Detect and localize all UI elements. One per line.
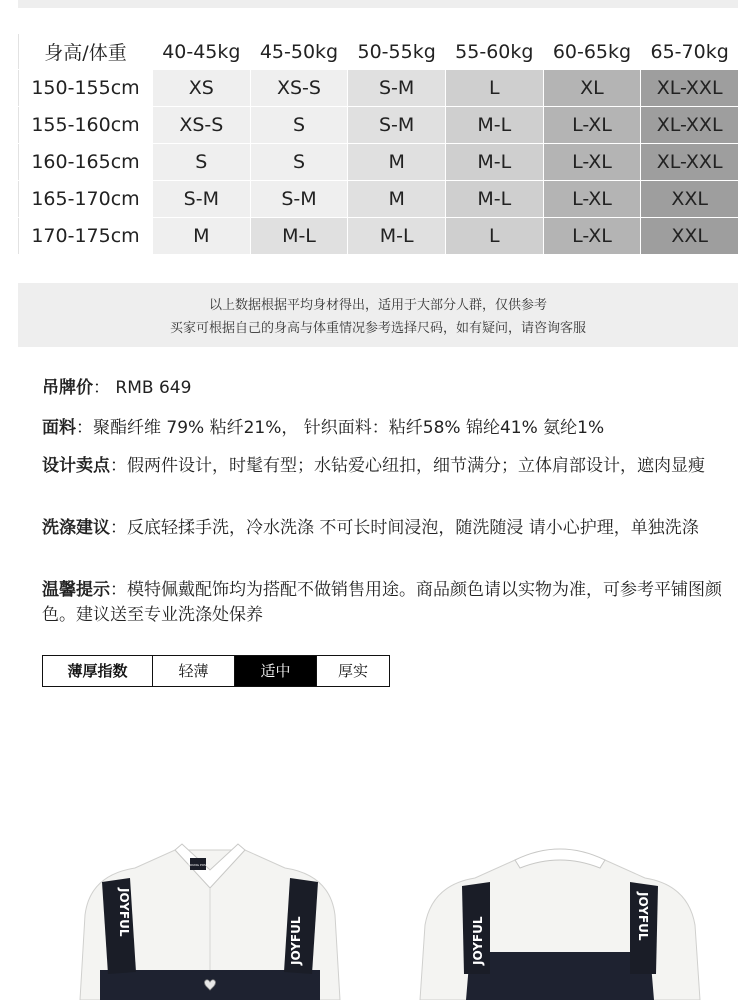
right-strap bbox=[630, 882, 658, 974]
size-note-line: 以上数据根据平均身材得出，适用于大部分人群，仅供参考 bbox=[208, 298, 547, 313]
size-chart-height-cell: 165-170cm bbox=[19, 181, 153, 218]
size-chart-row bbox=[19, 144, 739, 181]
thickness-option-thick: 厚实 bbox=[317, 656, 389, 686]
thickness-title: 薄厚指数 bbox=[43, 656, 153, 686]
size-chart-cell: M-L bbox=[445, 144, 543, 181]
size-note-line: 买家可根据自己的身高与体重情况参考选择尺码，如有疑问，请咨询客服 bbox=[169, 321, 586, 336]
dress-back bbox=[466, 952, 654, 1000]
price-value: ： RMB 649 bbox=[93, 378, 192, 398]
size-chart-cell: M bbox=[348, 144, 446, 181]
fabric-key: 面料 bbox=[42, 418, 76, 438]
size-chart-cell: M-L bbox=[348, 218, 446, 255]
design-row bbox=[42, 454, 705, 479]
size-chart-cell: XS bbox=[153, 70, 251, 107]
size-chart-cell: S-M bbox=[348, 107, 446, 144]
washing-row bbox=[42, 516, 699, 541]
washing-key: 洗涤建议 bbox=[42, 518, 110, 538]
product-photos bbox=[0, 820, 750, 1000]
fabric-value: ：聚酯纤维 79% 粘纤21%， 针织面料：粘纤58% 锦纶41% 氨纶1% bbox=[76, 418, 605, 438]
design-value: ：假两件设计，时髦有型；水钻爱心纽扣，细节满分；立体肩部设计，遮肉显瘦 bbox=[110, 456, 705, 476]
size-chart-cell: M bbox=[348, 181, 446, 218]
size-chart-header-row bbox=[19, 34, 739, 70]
tips-key: 温馨提示 bbox=[42, 580, 110, 600]
size-chart-weight-header: 45-50kg bbox=[250, 34, 348, 70]
size-chart-cell: XL bbox=[543, 70, 641, 107]
right-strap-text: JOYFUL bbox=[636, 892, 650, 941]
left-strap-text: JOYFUL bbox=[117, 888, 131, 937]
size-chart-height-cell: 155-160cm bbox=[19, 107, 153, 144]
left-strap bbox=[462, 882, 490, 974]
left-strap-text: JOYFUL bbox=[471, 916, 485, 965]
size-chart-weight-header: 60-65kg bbox=[543, 34, 641, 70]
size-chart-row bbox=[19, 181, 739, 218]
thickness-scale bbox=[42, 655, 390, 687]
size-chart-cell: XXL bbox=[641, 218, 739, 255]
right-strap bbox=[284, 878, 318, 974]
size-chart-cell: M-L bbox=[445, 107, 543, 144]
size-chart-corner-header: 身高/体重 bbox=[19, 34, 153, 70]
size-chart-row bbox=[19, 107, 739, 144]
left-strap bbox=[102, 878, 136, 974]
size-chart-weight-header: 40-45kg bbox=[153, 34, 251, 70]
size-chart-cell: XS-S bbox=[250, 70, 348, 107]
size-chart-height-cell: 160-165cm bbox=[19, 144, 153, 181]
price-key: 吊牌价 bbox=[42, 378, 93, 398]
size-chart-cell: L-XL bbox=[543, 107, 641, 144]
size-chart-cell: XL-XXL bbox=[641, 70, 739, 107]
top-divider-strip bbox=[18, 0, 738, 8]
size-chart-cell: M bbox=[153, 218, 251, 255]
size-chart-cell: S-M bbox=[250, 181, 348, 218]
size-chart-cell: S bbox=[153, 144, 251, 181]
size-chart-cell: S bbox=[250, 144, 348, 181]
size-chart-height-cell: 150-155cm bbox=[19, 70, 153, 107]
washing-value: ：反底轻揉手洗，冷水洗涤 不可长时间浸泡，随洗随浸 请小心护理，单独洗涤 bbox=[110, 518, 699, 538]
size-chart-cell: S-M bbox=[153, 181, 251, 218]
size-chart-row bbox=[19, 218, 739, 255]
size-chart-row bbox=[19, 70, 739, 107]
size-chart-height-cell: 170-175cm bbox=[19, 218, 153, 255]
tips-value: ：模特佩戴配饰均为搭配不做销售用途。商品颜色请以实物为准，可参考平铺图颜色。建议送至专业洗涤处保养 bbox=[42, 580, 722, 625]
size-chart-cell: L bbox=[445, 70, 543, 107]
fabric-row bbox=[42, 416, 604, 441]
size-chart-cell: M-L bbox=[250, 218, 348, 255]
size-chart-cell: XS-S bbox=[153, 107, 251, 144]
product-photo-back bbox=[410, 840, 710, 1000]
size-chart-cell: XL-XXL bbox=[641, 107, 739, 144]
product-photo-front bbox=[60, 840, 360, 1000]
size-chart-cell: S-M bbox=[348, 70, 446, 107]
neck-label-text: YOUNG POSE bbox=[188, 863, 208, 867]
size-chart-cell: XL-XXL bbox=[641, 144, 739, 181]
right-strap-text: JOYFUL bbox=[289, 916, 303, 965]
thickness-option-medium: 适中 bbox=[235, 656, 317, 686]
thickness-option-light: 轻薄 bbox=[153, 656, 235, 686]
size-chart-table bbox=[18, 33, 739, 255]
design-key: 设计卖点 bbox=[42, 456, 110, 476]
size-chart-weight-header: 50-55kg bbox=[348, 34, 446, 70]
size-chart-cell: S bbox=[250, 107, 348, 144]
size-chart-weight-header: 65-70kg bbox=[641, 34, 739, 70]
price-row bbox=[42, 376, 191, 401]
size-chart-cell: L bbox=[445, 218, 543, 255]
size-chart-cell: L-XL bbox=[543, 144, 641, 181]
size-note-box bbox=[18, 283, 738, 347]
size-chart-cell: XXL bbox=[641, 181, 739, 218]
size-chart-cell: L-XL bbox=[543, 181, 641, 218]
size-chart-cell: L-XL bbox=[543, 218, 641, 255]
tips-row bbox=[42, 578, 722, 628]
size-chart-cell: M-L bbox=[445, 181, 543, 218]
size-chart-weight-header: 55-60kg bbox=[445, 34, 543, 70]
